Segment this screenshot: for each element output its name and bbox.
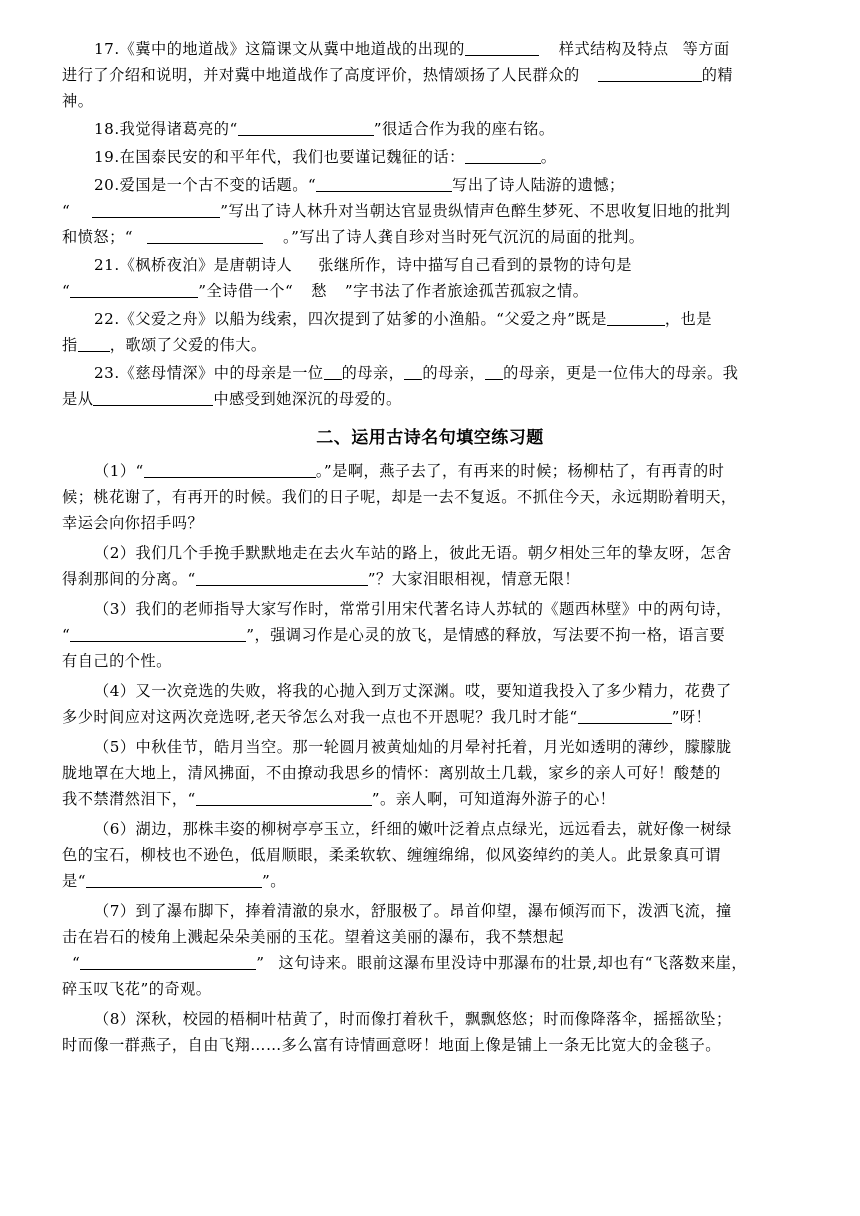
q19-text: 。 (540, 148, 557, 166)
passage-8-line-1 (62, 1006, 798, 1032)
p2-text: ”？大家泪眼相视，情意无限！ (367, 570, 580, 588)
passage-5-line-1 (62, 734, 798, 760)
question-22-line-1 (62, 306, 798, 332)
p7-text: 这句诗来。眼前这瀑布里没诗中那瀑布的壮景,却也有“飞落数来崖， (278, 954, 748, 972)
p1-text: 。”是啊，燕子去了，有再来的时候；杨柳枯了，有再青的时 (315, 462, 725, 480)
p3-text: ”，强调习作是心灵的放飞，是情感的释放，写法要不拘一格，语言要 (246, 626, 726, 644)
question-20-line-2 (62, 198, 798, 224)
answer-blank[interactable] (238, 119, 374, 136)
passage-3-line-2 (62, 622, 798, 648)
q21-text: 张继所作，诗中描写自己看到的景物的诗句是 (318, 256, 632, 274)
q17-text: 17.《冀中的地道战》这篇课文从冀中地道战的出现的 (94, 40, 465, 58)
q22-text: 指 (62, 336, 78, 354)
passage-1-line-2 (62, 484, 798, 510)
p8-text: （8）深秋，校园的梧桐叶枯黄了，时而像打着秋千，飘飘悠悠；时而像降落伞，摇摇欲坠； (94, 1010, 732, 1028)
answer-blank[interactable] (316, 175, 452, 192)
answer-blank[interactable] (324, 363, 342, 380)
q20-text: 和愤怒；“ (62, 228, 134, 246)
passage-7-line-1 (62, 898, 798, 924)
answer-blank[interactable] (80, 953, 256, 970)
q17-text: 神。 (62, 92, 94, 110)
q23-text: 中感受到她深沉的母爱的。 (213, 390, 402, 408)
p7-text: ” (256, 954, 265, 972)
q19-text: 19.在国泰民安的和平年代，我们也要谨记魏征的话： (94, 148, 465, 166)
question-23-line-1 (62, 360, 798, 386)
q20-text: 写出了诗人陆游的遗憾； (452, 176, 625, 194)
p5-text: 胧地罩在大地上，清风拂面，不由撩动我思乡的情怀：离别故土几载，家乡的亲人可好！酸楚的 (62, 764, 721, 782)
q17-text: 样式结构及特点 (558, 40, 669, 58)
p6-text: ”。 (261, 872, 286, 890)
question-17-line-2 (62, 62, 798, 88)
q23-text: 的母亲， (341, 364, 405, 382)
passage-7-line-3 (62, 950, 798, 976)
p3-text: “ (62, 626, 71, 644)
q17-text: 的精 (701, 66, 734, 84)
question-18 (62, 116, 798, 142)
answer-blank[interactable] (147, 227, 263, 244)
answer-blank[interactable] (70, 625, 246, 642)
p3-text: 有自己的个性。 (62, 652, 172, 670)
p3-text: （3）我们的老师指导大家写作时，常常引用宋代著名诗人苏轼的《题西林壁》中的两句诗， (94, 600, 732, 618)
q20-text: 20.爱国是一个古不变的话题。“ (94, 176, 317, 194)
question-17-line-3 (62, 88, 798, 114)
passage-7-line-2 (62, 924, 798, 950)
p6-text: 是“ (62, 872, 86, 890)
p5-text: 我不禁潸然泪下，“ (62, 790, 196, 808)
q20-text: “ (62, 202, 71, 220)
q20-text: ”写出了诗人林升对当朝达官显贵纵情声色醉生梦死、不思收复旧地的批判 (220, 202, 731, 220)
answer-blank[interactable] (485, 363, 503, 380)
answer-blank[interactable] (196, 789, 372, 806)
p7-text: “ (72, 954, 81, 972)
answer-blank[interactable] (404, 363, 422, 380)
q17-text: 进行了介绍和说明，并对冀中地道战作了高度评价，热情颂扬了人民群众的 (62, 66, 580, 84)
answer-blank[interactable] (465, 147, 541, 164)
question-17-line-1 (62, 36, 798, 62)
passage-3-line-3 (62, 648, 798, 674)
q21-text: 21.《枫桥夜泊》是唐朝诗人 (94, 256, 293, 274)
question-20-line-3 (62, 224, 798, 250)
passage-2-line-1 (62, 540, 798, 566)
p6-text: （6）湖边，那株丰姿的柳树亭亭玉立，纤细的嫩叶泛着点点绿光，远远看去，就好像一树绿 (94, 820, 732, 838)
answer-blank[interactable] (86, 871, 262, 888)
p7-text: 击在岩石的棱角上溅起朵朵美丽的玉花。望着这美丽的瀑布，我不禁想起 (62, 928, 564, 946)
passage-6-line-2 (62, 842, 798, 868)
p1-text: 候；桃花谢了，有再开的时候。我们的日子呢，却是一去不复返。不抓住今天，永远期盼着明天， (62, 488, 737, 506)
p8-text: 时而像一群燕子，自由飞翔……多么富有诗情画意呀！地面上像是铺上一条无比宽大的金毯子。 (62, 1036, 721, 1054)
passage-1-line-1 (62, 458, 798, 484)
section-2-title: 二、运用古诗名句填空练习题 (316, 428, 544, 448)
p2-text: （2）我们几个手挽手默默地走在去火车站的路上，彼此无语。朝夕相处三年的挚友呀，怎舍 (94, 544, 732, 562)
q22-text: ，也是 (664, 310, 712, 328)
q21-text: ”字书法了作者旅途孤苦孤寂之情。 (344, 282, 589, 300)
answer-blank[interactable] (92, 201, 220, 218)
answer-blank[interactable] (196, 569, 368, 586)
q22-text: 22.《父爱之舟》以船为线索，四次提到了姑爹的小渔船。“父爱之舟”既是 (94, 310, 607, 328)
q23-text: 是从 (62, 390, 94, 408)
answer-blank[interactable] (598, 65, 702, 82)
q22-text: ，歌颂了父爱的伟大。 (109, 336, 267, 354)
p2-text: 得刹那间的分离。“ (62, 570, 196, 588)
question-22-line-2 (62, 332, 798, 358)
q23-text: 的母亲， (422, 364, 486, 382)
p7-text: 碎玉叹飞花”的奇观。 (62, 980, 212, 998)
p4-text: 多少时间应对这两次竞选呀,老天爷怎么对我一点也不开恩呢？我几时才能“ (62, 708, 578, 726)
passage-6-line-1 (62, 816, 798, 842)
q20-text: 。”写出了诗人龚自珍对当时死气沉沉的局面的批判。 (283, 228, 645, 246)
q21-text: 愁 (311, 282, 327, 300)
answer-blank[interactable] (465, 39, 539, 56)
passage-6-line-3 (62, 868, 798, 894)
question-21-line-2 (62, 278, 798, 304)
q23-text: 的母亲，更是一位伟大的母亲。我 (503, 364, 739, 382)
passage-4-line-1 (62, 678, 798, 704)
q17-text: 等方面 (682, 40, 730, 58)
q23-text: 23.《慈母情深》中的母亲是一位 (94, 364, 324, 382)
answer-blank[interactable] (78, 335, 110, 352)
question-23-line-2 (62, 386, 798, 412)
p7-text: （7）到了瀑布脚下，捧着清澈的泉水，舒服极了。昂首仰望，瀑布倾泻而下，泼洒飞流，撞 (94, 902, 732, 920)
p4-text: （4）又一次竞选的失败，将我的心抛入到万丈深渊。哎，要知道我投入了多少精力，花费了 (94, 682, 732, 700)
question-20-line-1 (62, 172, 798, 198)
passage-8-line-2 (62, 1032, 798, 1058)
question-21-line-1 (62, 252, 798, 278)
question-19 (62, 144, 798, 170)
p4-text: ”呀！ (671, 708, 712, 726)
passage-5-line-2 (62, 760, 798, 786)
q21-text: “ (62, 282, 71, 300)
passage-7-line-4 (62, 976, 798, 1002)
passage-2-line-2 (62, 566, 798, 592)
p6-text: 色的宝石，柳枝也不逊色，低眉顺眼，柔柔软软、缠缠绵绵，似风姿绰约的美人。此景象真可谓 (62, 846, 721, 864)
passage-1-line-3 (62, 510, 798, 536)
answer-blank[interactable] (578, 707, 672, 724)
passage-5-line-3 (62, 786, 798, 812)
q18-text: ”很适合作为我的座右铭。 (373, 120, 555, 138)
q21-text: ”全诗借一个“ (198, 282, 294, 300)
answer-blank[interactable] (93, 389, 213, 406)
q18-text: 18.我觉得诸葛亮的“ (94, 120, 238, 138)
answer-blank[interactable] (607, 309, 665, 326)
worksheet-page (62, 36, 798, 1058)
p1-text: 幸运会向你招手吗？ (62, 514, 204, 532)
passage-4-line-2 (62, 704, 798, 730)
p5-text: （5）中秋佳节，皓月当空。那一轮圆月被黄灿灿的月晕衬托着，月光如透明的薄纱，朦朦胧 (94, 738, 732, 756)
passage-3-line-1 (62, 596, 798, 622)
p5-text: ”。亲人啊，可知道海外游子的心！ (371, 790, 616, 808)
answer-blank[interactable] (70, 281, 198, 298)
answer-blank[interactable] (144, 461, 316, 478)
p1-text: （1）“ (94, 462, 144, 480)
